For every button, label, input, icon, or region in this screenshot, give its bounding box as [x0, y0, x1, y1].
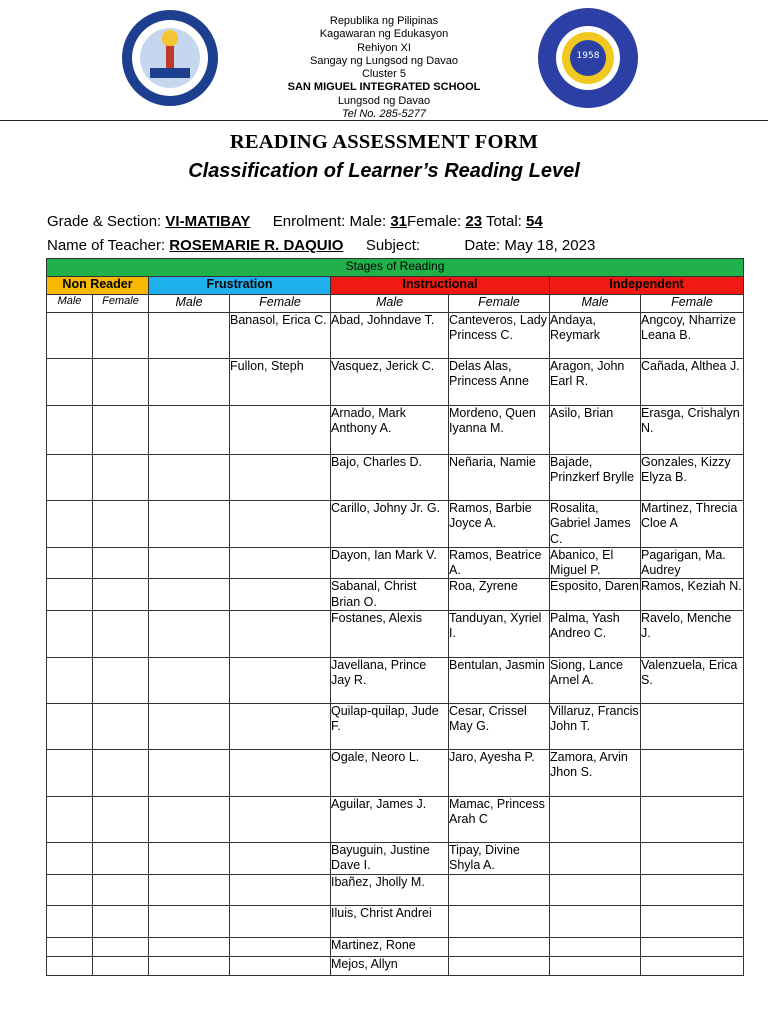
learner-name-cell	[47, 797, 93, 843]
learner-name-cell	[93, 750, 149, 797]
learner-name-cell: Martinez, Threcia Cloe A	[641, 501, 744, 548]
deped-seal-icon	[122, 10, 218, 106]
learner-name-cell	[149, 359, 230, 406]
learner-name-cell	[230, 957, 331, 976]
learner-name-cell	[149, 704, 230, 750]
subheader-male: Male	[149, 295, 230, 313]
table-row	[47, 359, 744, 406]
learner-name-cell: Villaruz, Francis John T.	[550, 704, 641, 750]
learner-name-cell: Banasol, Erica C.	[230, 313, 331, 359]
learner-name-cell: Canteveros, Lady Princess C.	[449, 313, 550, 359]
learner-name-cell	[47, 957, 93, 976]
school-tel: Tel No. 285-5277	[342, 108, 426, 121]
table-row	[47, 957, 744, 976]
learner-name-cell	[449, 957, 550, 976]
learner-name-cell	[149, 875, 230, 906]
learner-name-cell	[641, 957, 744, 976]
table-row	[47, 579, 744, 611]
section-info	[47, 213, 543, 230]
learner-name-cell	[47, 501, 93, 548]
learner-name-cell	[149, 547, 230, 579]
learner-name-cell: Fostanes, Alexis	[331, 611, 449, 658]
learner-name-cell	[230, 658, 331, 704]
table-row	[47, 906, 744, 938]
subheader-male: Male	[47, 295, 93, 313]
learner-name-cell: Cesar, Crissel May G.	[449, 704, 550, 750]
learner-name-cell	[93, 313, 149, 359]
learner-name-cell	[149, 455, 230, 501]
learner-name-cell: Dayon, Ian Mark V.	[331, 547, 449, 579]
total-count: 54	[526, 213, 543, 230]
seal-year: 1958	[576, 51, 600, 61]
table-row	[47, 938, 744, 957]
learner-name-cell: Erasga, Crishalyn N.	[641, 406, 744, 455]
learner-name-cell	[93, 658, 149, 704]
learner-name-cell	[230, 704, 331, 750]
learner-name-cell	[47, 875, 93, 906]
learner-name-cell	[550, 957, 641, 976]
learner-name-cell: Abanico, El Miguel P.	[550, 547, 641, 579]
learner-name-cell: Abad, Johndave T.	[331, 313, 449, 359]
learner-name-cell	[47, 313, 93, 359]
subheader-male: Male	[550, 295, 641, 313]
learner-name-cell: Valenzuela, Erica S.	[641, 658, 744, 704]
learner-name-cell	[47, 906, 93, 938]
learner-name-cell: Jaro, Ayesha P.	[449, 750, 550, 797]
learner-name-cell: Bentulan, Jasmin	[449, 658, 550, 704]
learner-name-cell: Aguilar, James J.	[331, 797, 449, 843]
learner-name-cell: Esposito, Daren	[550, 579, 641, 611]
subheader-male: Male	[331, 295, 449, 313]
learner-name-cell	[93, 704, 149, 750]
learner-name-cell	[149, 501, 230, 548]
learner-name-cell	[47, 843, 93, 875]
table-row	[47, 611, 744, 658]
learner-name-cell: Arnado, Mark Anthony A.	[331, 406, 449, 455]
learner-name-cell: Bajade, Prinzkerf Brylle	[550, 455, 641, 501]
learner-name-cell	[93, 455, 149, 501]
learner-name-cell	[149, 750, 230, 797]
teacher-info	[47, 237, 595, 254]
learner-rows	[47, 313, 744, 976]
learner-name-cell: Iluis, Christ Andrei	[331, 906, 449, 938]
learner-name-cell	[641, 938, 744, 957]
table-row	[47, 658, 744, 704]
learner-name-cell	[149, 957, 230, 976]
header-line: Kagawaran ng Edukasyon	[319, 28, 449, 41]
table-row	[47, 704, 744, 750]
learner-name-cell: Delas Alas, Princess Anne	[449, 359, 550, 406]
category-instructional: Instructional	[331, 277, 550, 295]
learner-name-cell	[47, 455, 93, 501]
learner-name-cell	[449, 906, 550, 938]
learner-name-cell	[149, 843, 230, 875]
learner-name-cell	[230, 547, 331, 579]
category-frustration: Frustration	[149, 277, 331, 295]
school-city: Lungsod ng Davao	[337, 94, 431, 107]
learner-name-cell: Bayuguin, Justine Dave I.	[331, 843, 449, 875]
learner-name-cell	[641, 906, 744, 938]
learner-name-cell	[149, 313, 230, 359]
header-line: Sangay ng Lungsod ng Davao	[309, 54, 458, 67]
learner-name-cell	[641, 750, 744, 797]
learner-name-cell	[550, 906, 641, 938]
learner-name-cell: Ramos, Keziah N.	[641, 579, 744, 611]
learner-name-cell: Sabanal, Christ Brian O.	[331, 579, 449, 611]
learner-name-cell	[230, 938, 331, 957]
learner-name-cell: Gonzales, Kizzy Elyza B.	[641, 455, 744, 501]
learner-name-cell: Ogale, Neoro L.	[331, 750, 449, 797]
learner-name-cell: Mordeno, Quen Iyanna M.	[449, 406, 550, 455]
learner-name-cell: Fullon, Steph	[230, 359, 331, 406]
table-row	[47, 843, 744, 875]
learner-name-cell	[230, 455, 331, 501]
category-independent: Independent	[550, 277, 744, 295]
subject-label: Subject:	[365, 237, 421, 254]
learner-name-cell	[230, 843, 331, 875]
learner-name-cell: Quilap-quilap, Jude F.	[331, 704, 449, 750]
reading-level-table	[46, 258, 744, 976]
table-row	[47, 455, 744, 501]
learner-name-cell	[641, 704, 744, 750]
learner-name-cell: Rosalita, Gabriel James C.	[550, 501, 641, 548]
learner-name-cell: Javellana, Prince Jay R.	[331, 658, 449, 704]
learner-name-cell: Siong, Lance Arnel A.	[550, 658, 641, 704]
learner-name-cell: Roa, Zyrene	[449, 579, 550, 611]
header-divider	[0, 120, 768, 121]
learner-name-cell	[93, 547, 149, 579]
learner-name-cell	[149, 797, 230, 843]
subheader-female: Female	[93, 295, 149, 313]
learner-name-cell	[641, 797, 744, 843]
learner-name-cell: Zamora, Arvin Jhon S.	[550, 750, 641, 797]
learner-name-cell	[230, 501, 331, 548]
learner-name-cell: Palma, Yash Andreo C.	[550, 611, 641, 658]
learner-name-cell	[149, 406, 230, 455]
learner-name-cell	[47, 750, 93, 797]
learner-name-cell	[149, 579, 230, 611]
learner-name-cell	[93, 875, 149, 906]
learner-name-cell: Asilo, Brian	[550, 406, 641, 455]
learner-name-cell: Pagarigan, Ma. Audrey	[641, 547, 744, 579]
learner-name-cell	[550, 938, 641, 957]
learner-name-cell	[47, 359, 93, 406]
learner-name-cell	[47, 704, 93, 750]
learner-name-cell	[449, 938, 550, 957]
learner-name-cell	[149, 658, 230, 704]
date-label: Date: May 18, 2023	[464, 237, 596, 254]
learner-name-cell	[230, 406, 331, 455]
header-line: Cluster 5	[361, 68, 407, 81]
learner-name-cell	[93, 501, 149, 548]
learner-name-cell	[93, 797, 149, 843]
learner-name-cell: Tanduyan, Xyriel I.	[449, 611, 550, 658]
school-seal-icon	[538, 8, 638, 108]
male-count: 31	[390, 213, 408, 230]
learner-name-cell	[641, 843, 744, 875]
learner-name-cell: Carillo, Johny Jr. G.	[331, 501, 449, 548]
learner-name-cell	[47, 938, 93, 957]
learner-name-cell	[93, 938, 149, 957]
learner-name-cell	[550, 797, 641, 843]
category-non-reader: Non Reader	[47, 277, 149, 295]
learner-name-cell	[230, 611, 331, 658]
learner-name-cell	[230, 875, 331, 906]
school-name: SAN MIGUEL INTEGRATED SCHOOL	[287, 81, 481, 94]
learner-name-cell: Mamac, Princess Arah C	[449, 797, 550, 843]
learner-name-cell	[641, 875, 744, 906]
form-subtitle: Classification of Learner’s Reading Level	[188, 160, 580, 182]
enrol-label: Enrolment: Male:	[272, 213, 387, 230]
total-label: Total:	[485, 213, 522, 230]
learner-name-cell: Cañada, Althea J.	[641, 359, 744, 406]
letterhead	[0, 0, 768, 120]
female-count: 23	[465, 213, 483, 230]
learner-name-cell: Neñaria, Namie	[449, 455, 550, 501]
header-line: Rehiyon XI	[357, 41, 411, 54]
learner-name-cell	[230, 750, 331, 797]
table-row	[47, 797, 744, 843]
learner-name-cell	[47, 579, 93, 611]
learner-name-cell	[93, 579, 149, 611]
learner-name-cell: Mejos, Allyn	[331, 957, 449, 976]
learner-name-cell	[550, 875, 641, 906]
learner-name-cell	[550, 843, 641, 875]
learner-name-cell	[230, 906, 331, 938]
form-title: READING ASSESSMENT FORM	[229, 131, 539, 153]
learner-name-cell	[149, 938, 230, 957]
subheader-female: Female	[449, 295, 550, 313]
header-line: Republika ng Pilipinas	[329, 15, 439, 27]
table-row	[47, 875, 744, 906]
female-label: Female:	[407, 213, 462, 230]
subheader-female: Female	[230, 295, 331, 313]
grade-value: VI-MATIBAY	[165, 213, 251, 230]
learner-name-cell: Vasquez, Jerick C.	[331, 359, 449, 406]
learner-name-cell: Aragon, John Earl R.	[550, 359, 641, 406]
learner-name-cell	[93, 957, 149, 976]
learner-name-cell	[47, 611, 93, 658]
learner-name-cell	[47, 547, 93, 579]
grade-label: Grade & Section:	[47, 213, 162, 230]
learner-name-cell	[149, 611, 230, 658]
learner-name-cell: Bajo, Charles D.	[331, 455, 449, 501]
learner-name-cell: Ravelo, Menche J.	[641, 611, 744, 658]
learner-name-cell: Ramos, Barbie Joyce A.	[449, 501, 550, 548]
letterhead-text	[234, 15, 534, 121]
learner-name-cell: Ramos, Beatrice A.	[449, 547, 550, 579]
learner-name-cell	[449, 875, 550, 906]
learner-name-cell: Andaya, Reymark	[550, 313, 641, 359]
stages-header: Stages of Reading	[47, 259, 744, 277]
learner-name-cell: Tipay, Divine Shyla A.	[449, 843, 550, 875]
learner-name-cell	[93, 843, 149, 875]
table-row	[47, 750, 744, 797]
learner-name-cell	[230, 579, 331, 611]
learner-name-cell: Martinez, Rone	[331, 938, 449, 957]
table-row	[47, 501, 744, 548]
learner-name-cell: Ibañez, Jholly M.	[331, 875, 449, 906]
teacher-label: Name of Teacher:	[47, 237, 166, 254]
learner-name-cell: Angcoy, Nharrize Leana B.	[641, 313, 744, 359]
learner-name-cell	[47, 658, 93, 704]
learner-name-cell	[47, 406, 93, 455]
table-row	[47, 313, 744, 359]
table-row	[47, 406, 744, 455]
table-row	[47, 547, 744, 579]
teacher-value: ROSEMARIE R. DAQUIO	[169, 237, 344, 254]
learner-name-cell	[93, 359, 149, 406]
learner-name-cell	[93, 406, 149, 455]
learner-name-cell	[93, 906, 149, 938]
subheader-female: Female	[641, 295, 744, 313]
learner-name-cell	[149, 906, 230, 938]
learner-name-cell	[230, 797, 331, 843]
learner-name-cell	[93, 611, 149, 658]
